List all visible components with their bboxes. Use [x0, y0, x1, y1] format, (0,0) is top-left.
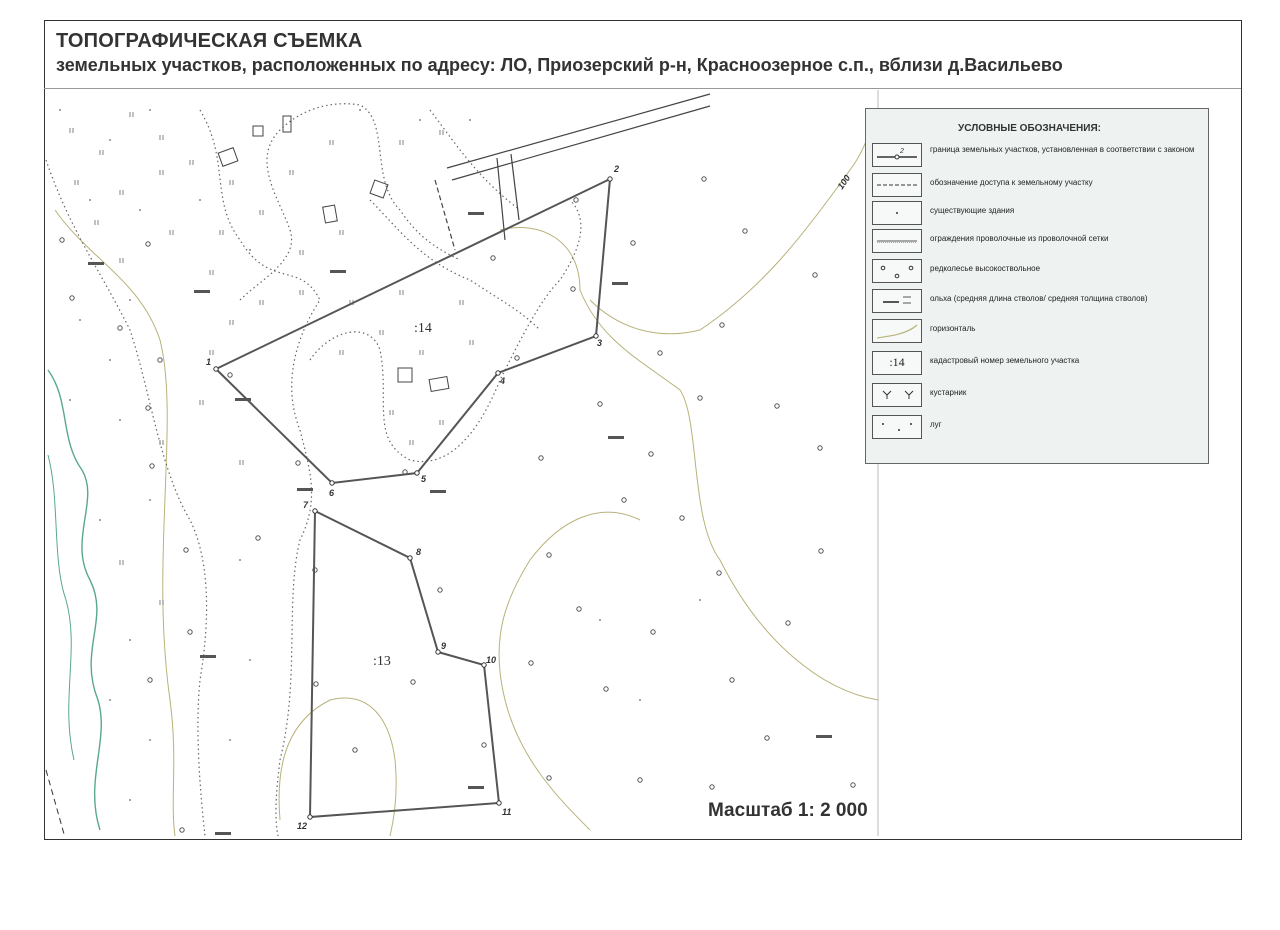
- vertex-label-5: 5: [421, 474, 427, 484]
- vertex-label-9: 9: [441, 641, 447, 651]
- road: [435, 94, 710, 250]
- existing-buildings: [218, 116, 449, 391]
- vertex-label-10: 10: [486, 655, 497, 665]
- legend-item-contour: горизонталь: [872, 319, 1204, 345]
- wire-fence-icon: [872, 229, 922, 253]
- legend-item-boundary: 2 граница земельных участков, установленная в соответствии с законом: [872, 143, 1204, 169]
- parcel-13-boundary[interactable]: [310, 511, 499, 817]
- legend-item-buildings: существующие здания: [872, 201, 1204, 227]
- sparse-forest-icon: [872, 259, 922, 283]
- contour-line-icon: [872, 319, 922, 343]
- vegetation-boundaries: [46, 104, 581, 836]
- legend-item-alder: ольха (средняя длина стволов/ средняя толщина стволов): [872, 289, 1204, 315]
- elevation-marks: [88, 212, 832, 835]
- boundary-line-icon: [872, 143, 922, 167]
- parcel-13-label: :13: [373, 654, 391, 669]
- svg-text:2: 2: [900, 148, 904, 155]
- water-shoreline: [48, 370, 101, 830]
- vertex-label-4: 4: [500, 376, 506, 386]
- vertex-label-8: 8: [416, 547, 422, 557]
- map-legend: [865, 108, 1209, 464]
- vertex-label-7: 7: [303, 500, 309, 510]
- vertex-label-3: 3: [597, 338, 603, 348]
- sparse-forest-marks: [60, 177, 855, 832]
- vertex-label-11: 11: [502, 807, 512, 817]
- map-scale: Масштаб 1: 2 000: [708, 800, 868, 821]
- cadastral-number-icon: :14: [872, 351, 922, 375]
- map-background: [46, 94, 878, 836]
- parcel-14-label: :14: [414, 321, 432, 336]
- vertex-label-6: 6: [329, 488, 335, 498]
- shrub-icon: [872, 383, 922, 407]
- legend-item-fence: ограждения проволочные из проволочной сетки: [872, 229, 1204, 255]
- alder-icon: [872, 289, 922, 313]
- meadow-dots: [59, 109, 701, 801]
- legend-item-meadow: луг: [872, 415, 1204, 441]
- legend-item-cadastral: :14 кадастровый номер земельного участка: [872, 351, 1204, 377]
- building-icon: [872, 201, 922, 225]
- legend-item-shrub: кустарник: [872, 383, 1204, 409]
- access-dashed-line-icon: [872, 173, 922, 197]
- vertex-label-1: 1: [206, 357, 212, 367]
- meadow-marks: [70, 112, 473, 605]
- legend-item-access: обозначение доступа к земельному участку: [872, 173, 1204, 199]
- vertex-label-12: 12: [297, 821, 308, 831]
- parcel-14-boundary[interactable]: [216, 179, 610, 483]
- legend-title: УСЛОВНЫЕ ОБОЗНАЧЕНИЯ:: [958, 123, 1101, 134]
- contour-lines: [55, 110, 878, 836]
- vertex-label-2: 2: [614, 164, 620, 174]
- contour-value: 100: [835, 173, 853, 192]
- map-subtitle: земельных участков, расположенных по адресу: ЛО, Приозерский р-н, Красноозерное с.п., вблизи д.Васильево: [56, 55, 1063, 75]
- legend-item-sparse-forest: редколесье высокоствольное: [872, 259, 1204, 285]
- map-title: ТОПОГРАФИЧЕСКАЯ СЪЕМКА: [56, 30, 363, 52]
- meadow-icon: [872, 415, 922, 439]
